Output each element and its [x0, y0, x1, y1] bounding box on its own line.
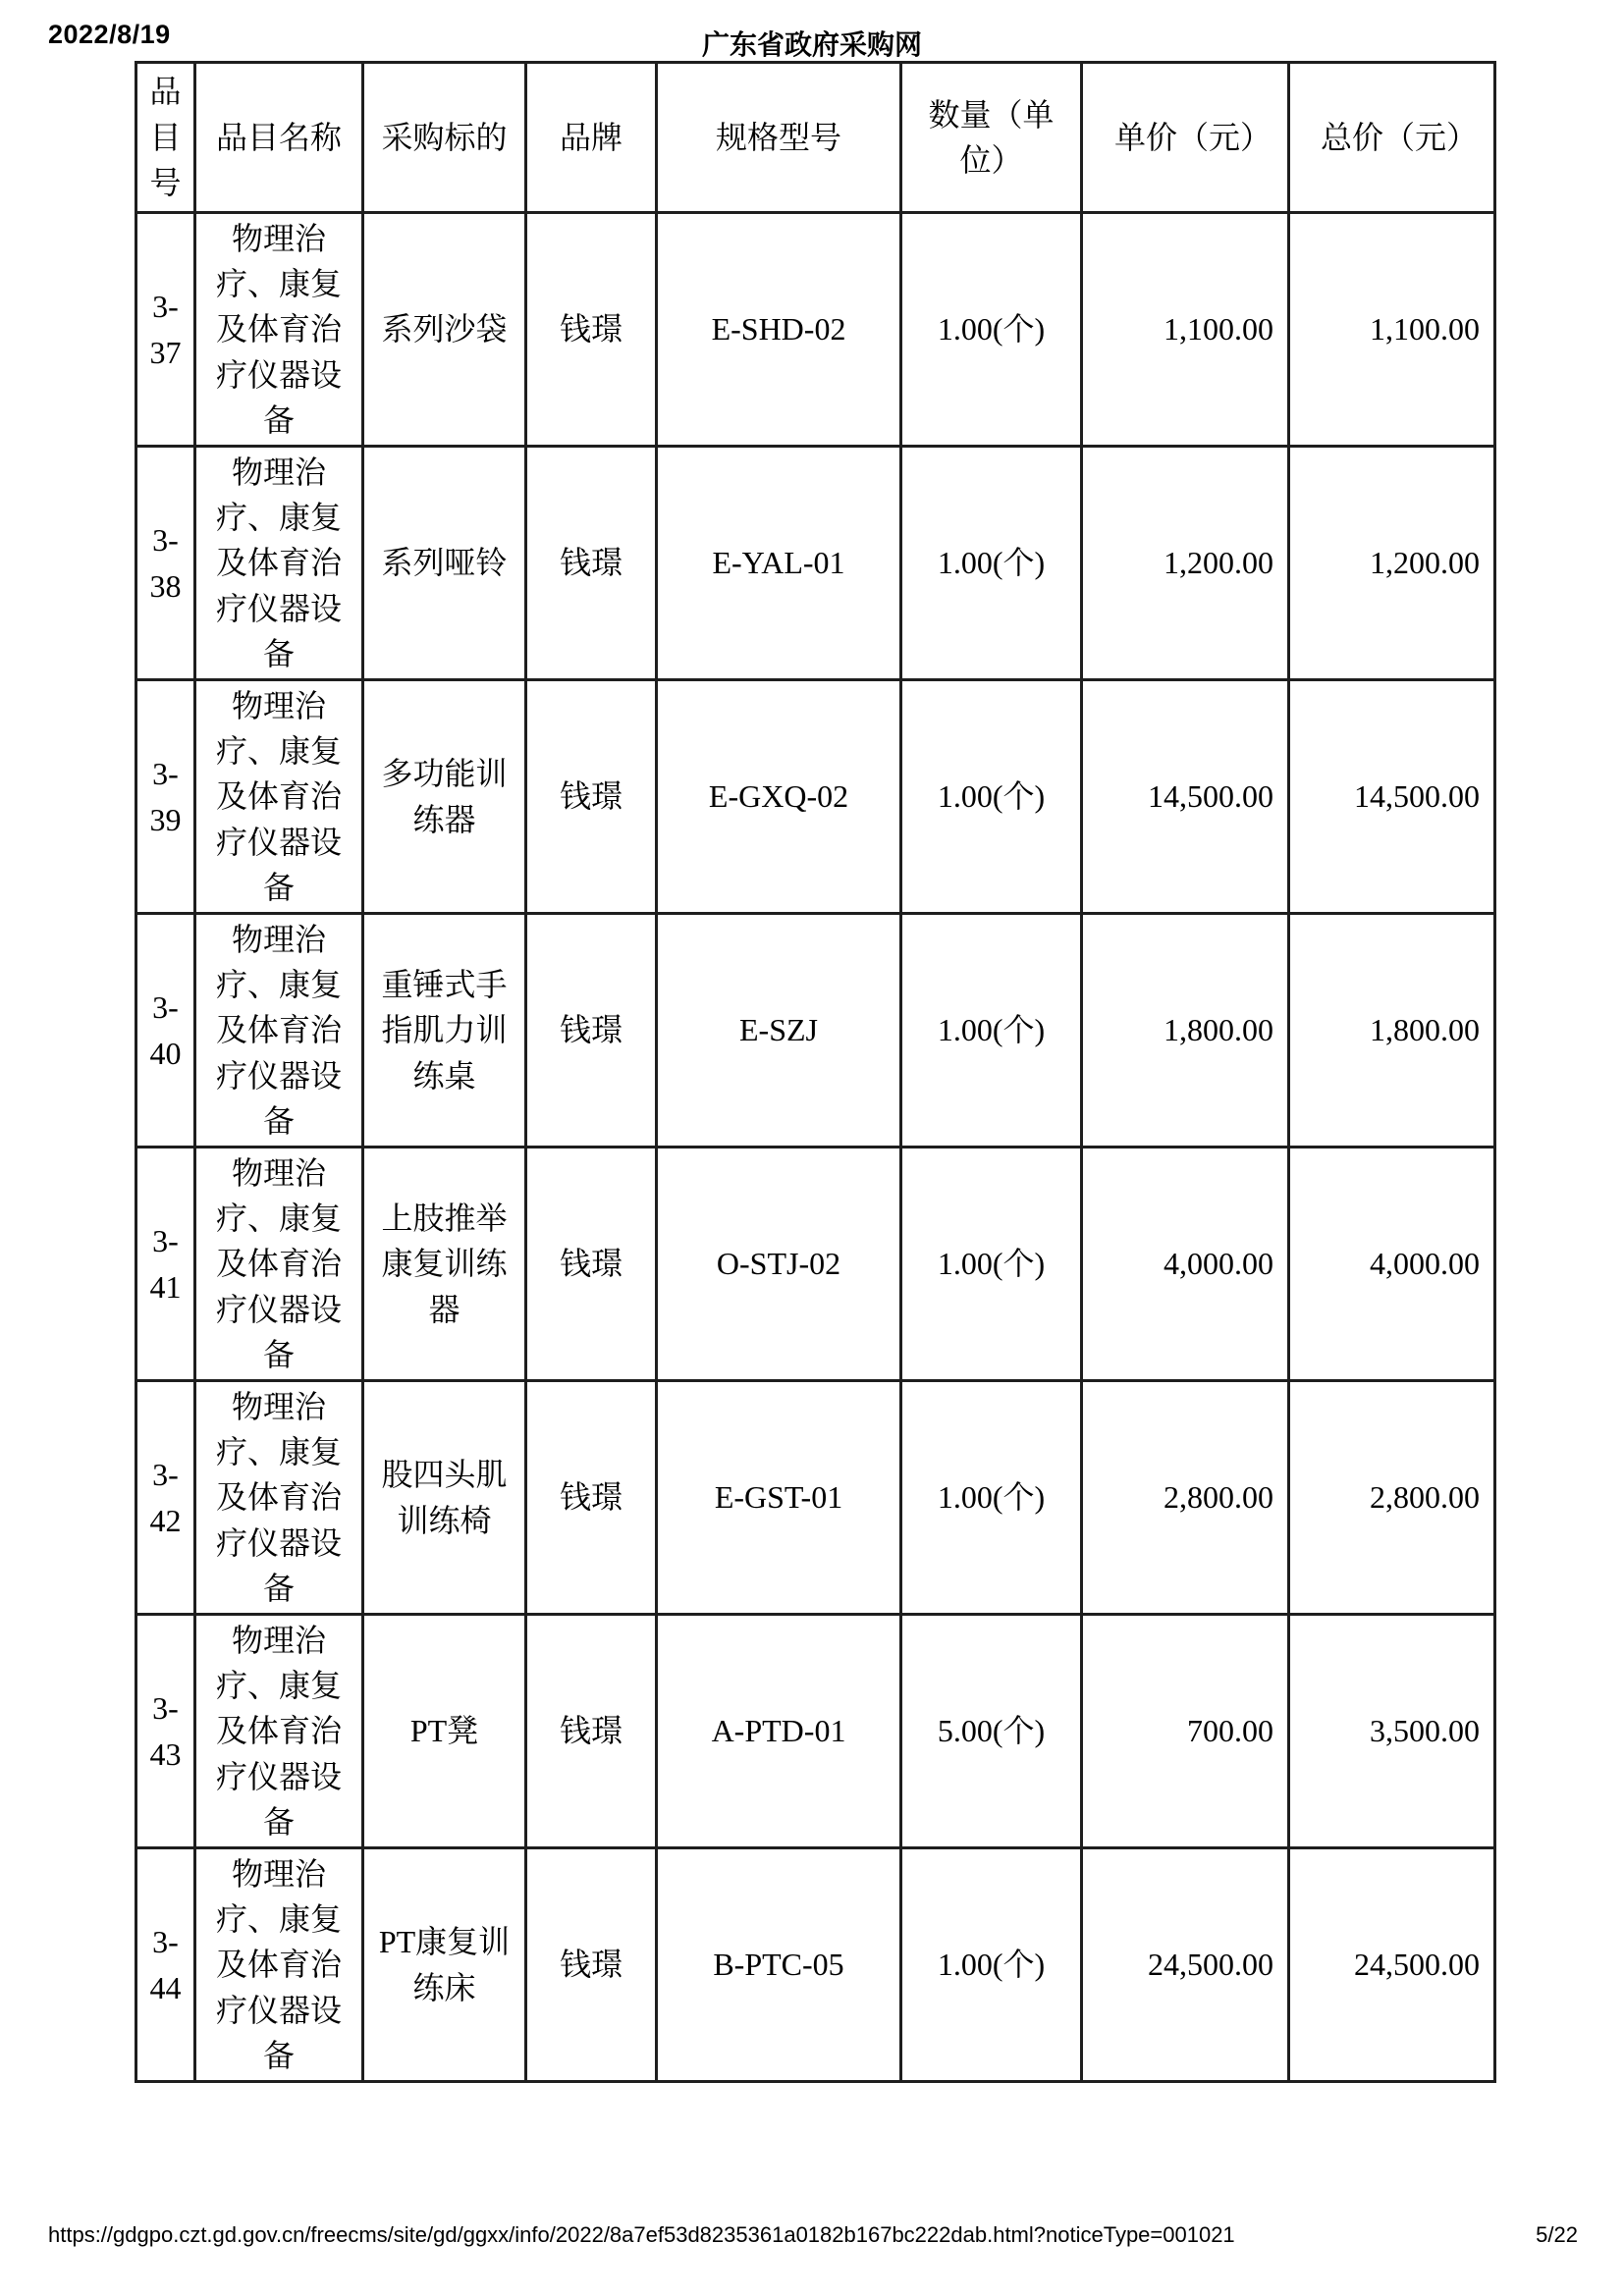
- col-header-unit-price: 单价（元）: [1082, 63, 1289, 213]
- page-title: 广东省政府采购网: [701, 29, 922, 60]
- footer-url: https://gdgpo.czt.gd.gov.cn/freecms/site/gd/ggxx/info/2022/8a7ef53d8235361a0182b167bc222dab.html?noticeType=001021: [48, 2222, 1235, 2247]
- target-cell: 上肢推举康复训练器: [363, 1148, 526, 1381]
- unit-price-cell: 24,500.00: [1082, 1848, 1289, 2082]
- model-cell: E-SHD-02: [657, 213, 901, 447]
- total-price-cell: 3,500.00: [1289, 1615, 1495, 1848]
- col-header-brand: 品牌: [526, 63, 657, 213]
- col-header-total-price: 总价（元）: [1289, 63, 1495, 213]
- total-price-cell: 4,000.00: [1289, 1148, 1495, 1381]
- model-cell: E-GST-01: [657, 1381, 901, 1615]
- procurement-table: [135, 61, 1496, 2083]
- total-price-cell: 14,500.00: [1289, 680, 1495, 914]
- model-cell: E-SZJ: [657, 914, 901, 1148]
- total-price-cell: 2,800.00: [1289, 1381, 1495, 1615]
- item-no-cell: 3-38: [136, 447, 195, 680]
- table-row: [136, 1381, 1495, 1615]
- quantity-cell: 5.00(个): [901, 1615, 1082, 1848]
- item-name-cell: 物理治疗、康复及体育治疗仪器设备: [195, 1848, 363, 2082]
- table-row: [136, 680, 1495, 914]
- target-cell: 系列沙袋: [363, 213, 526, 447]
- item-name-cell: 物理治疗、康复及体育治疗仪器设备: [195, 680, 363, 914]
- item-name-cell: 物理治疗、康复及体育治疗仪器设备: [195, 1615, 363, 1848]
- total-price-cell: 1,800.00: [1289, 914, 1495, 1148]
- target-cell: 股四头肌训练椅: [363, 1381, 526, 1615]
- col-header-item-name: 品目名称: [195, 63, 363, 213]
- col-header-quantity: 数量（单位）: [901, 63, 1082, 213]
- unit-price-cell: 700.00: [1082, 1615, 1289, 1848]
- unit-price-cell: 2,800.00: [1082, 1381, 1289, 1615]
- item-no-cell: 3-42: [136, 1381, 195, 1615]
- quantity-cell: 1.00(个): [901, 1381, 1082, 1615]
- print-date: 2022/8/19: [48, 20, 171, 49]
- quantity-cell: 1.00(个): [901, 447, 1082, 680]
- brand-cell: 钱璟: [526, 1848, 657, 2082]
- quantity-cell: 1.00(个): [901, 1848, 1082, 2082]
- unit-price-cell: 1,100.00: [1082, 213, 1289, 447]
- unit-price-cell: 14,500.00: [1082, 680, 1289, 914]
- target-cell: 多功能训练器: [363, 680, 526, 914]
- item-no-cell: 3-44: [136, 1848, 195, 2082]
- brand-cell: 钱璟: [526, 447, 657, 680]
- item-name-cell: 物理治疗、康复及体育治疗仪器设备: [195, 1148, 363, 1381]
- item-no-cell: 3-37: [136, 213, 195, 447]
- total-price-cell: 1,200.00: [1289, 447, 1495, 680]
- col-header-item-no: 品目号: [136, 63, 195, 213]
- brand-cell: 钱璟: [526, 1615, 657, 1848]
- table-row: [136, 914, 1495, 1148]
- model-cell: B-PTC-05: [657, 1848, 901, 2082]
- model-cell: O-STJ-02: [657, 1148, 901, 1381]
- target-cell: 重锤式手指肌力训练桌: [363, 914, 526, 1148]
- unit-price-cell: 1,200.00: [1082, 447, 1289, 680]
- col-header-model: 规格型号: [657, 63, 901, 213]
- item-name-cell: 物理治疗、康复及体育治疗仪器设备: [195, 213, 363, 447]
- quantity-cell: 1.00(个): [901, 680, 1082, 914]
- table-header-row: [136, 63, 1495, 213]
- model-cell: E-GXQ-02: [657, 680, 901, 914]
- quantity-cell: 1.00(个): [901, 914, 1082, 1148]
- table-row: [136, 213, 1495, 447]
- total-price-cell: 1,100.00: [1289, 213, 1495, 447]
- brand-cell: 钱璟: [526, 914, 657, 1148]
- brand-cell: 钱璟: [526, 1381, 657, 1615]
- page-indicator: 5/22: [1536, 2222, 1578, 2247]
- model-cell: E-YAL-01: [657, 447, 901, 680]
- item-name-cell: 物理治疗、康复及体育治疗仪器设备: [195, 447, 363, 680]
- table-row: [136, 447, 1495, 680]
- item-no-cell: 3-43: [136, 1615, 195, 1848]
- item-name-cell: 物理治疗、康复及体育治疗仪器设备: [195, 1381, 363, 1615]
- quantity-cell: 1.00(个): [901, 1148, 1082, 1381]
- brand-cell: 钱璟: [526, 1148, 657, 1381]
- unit-price-cell: 4,000.00: [1082, 1148, 1289, 1381]
- item-no-cell: 3-39: [136, 680, 195, 914]
- table-row: [136, 1848, 1495, 2082]
- item-no-cell: 3-40: [136, 914, 195, 1148]
- item-name-cell: 物理治疗、康复及体育治疗仪器设备: [195, 914, 363, 1148]
- total-price-cell: 24,500.00: [1289, 1848, 1495, 2082]
- target-cell: PT康复训练床: [363, 1848, 526, 2082]
- brand-cell: 钱璟: [526, 680, 657, 914]
- table-row: [136, 1148, 1495, 1381]
- target-cell: 系列哑铃: [363, 447, 526, 680]
- target-cell: PT凳: [363, 1615, 526, 1848]
- unit-price-cell: 1,800.00: [1082, 914, 1289, 1148]
- brand-cell: 钱璟: [526, 213, 657, 447]
- table-body: [136, 213, 1495, 2082]
- quantity-cell: 1.00(个): [901, 213, 1082, 447]
- col-header-target: 采购标的: [363, 63, 526, 213]
- table-row: [136, 1615, 1495, 1848]
- item-no-cell: 3-41: [136, 1148, 195, 1381]
- model-cell: A-PTD-01: [657, 1615, 901, 1848]
